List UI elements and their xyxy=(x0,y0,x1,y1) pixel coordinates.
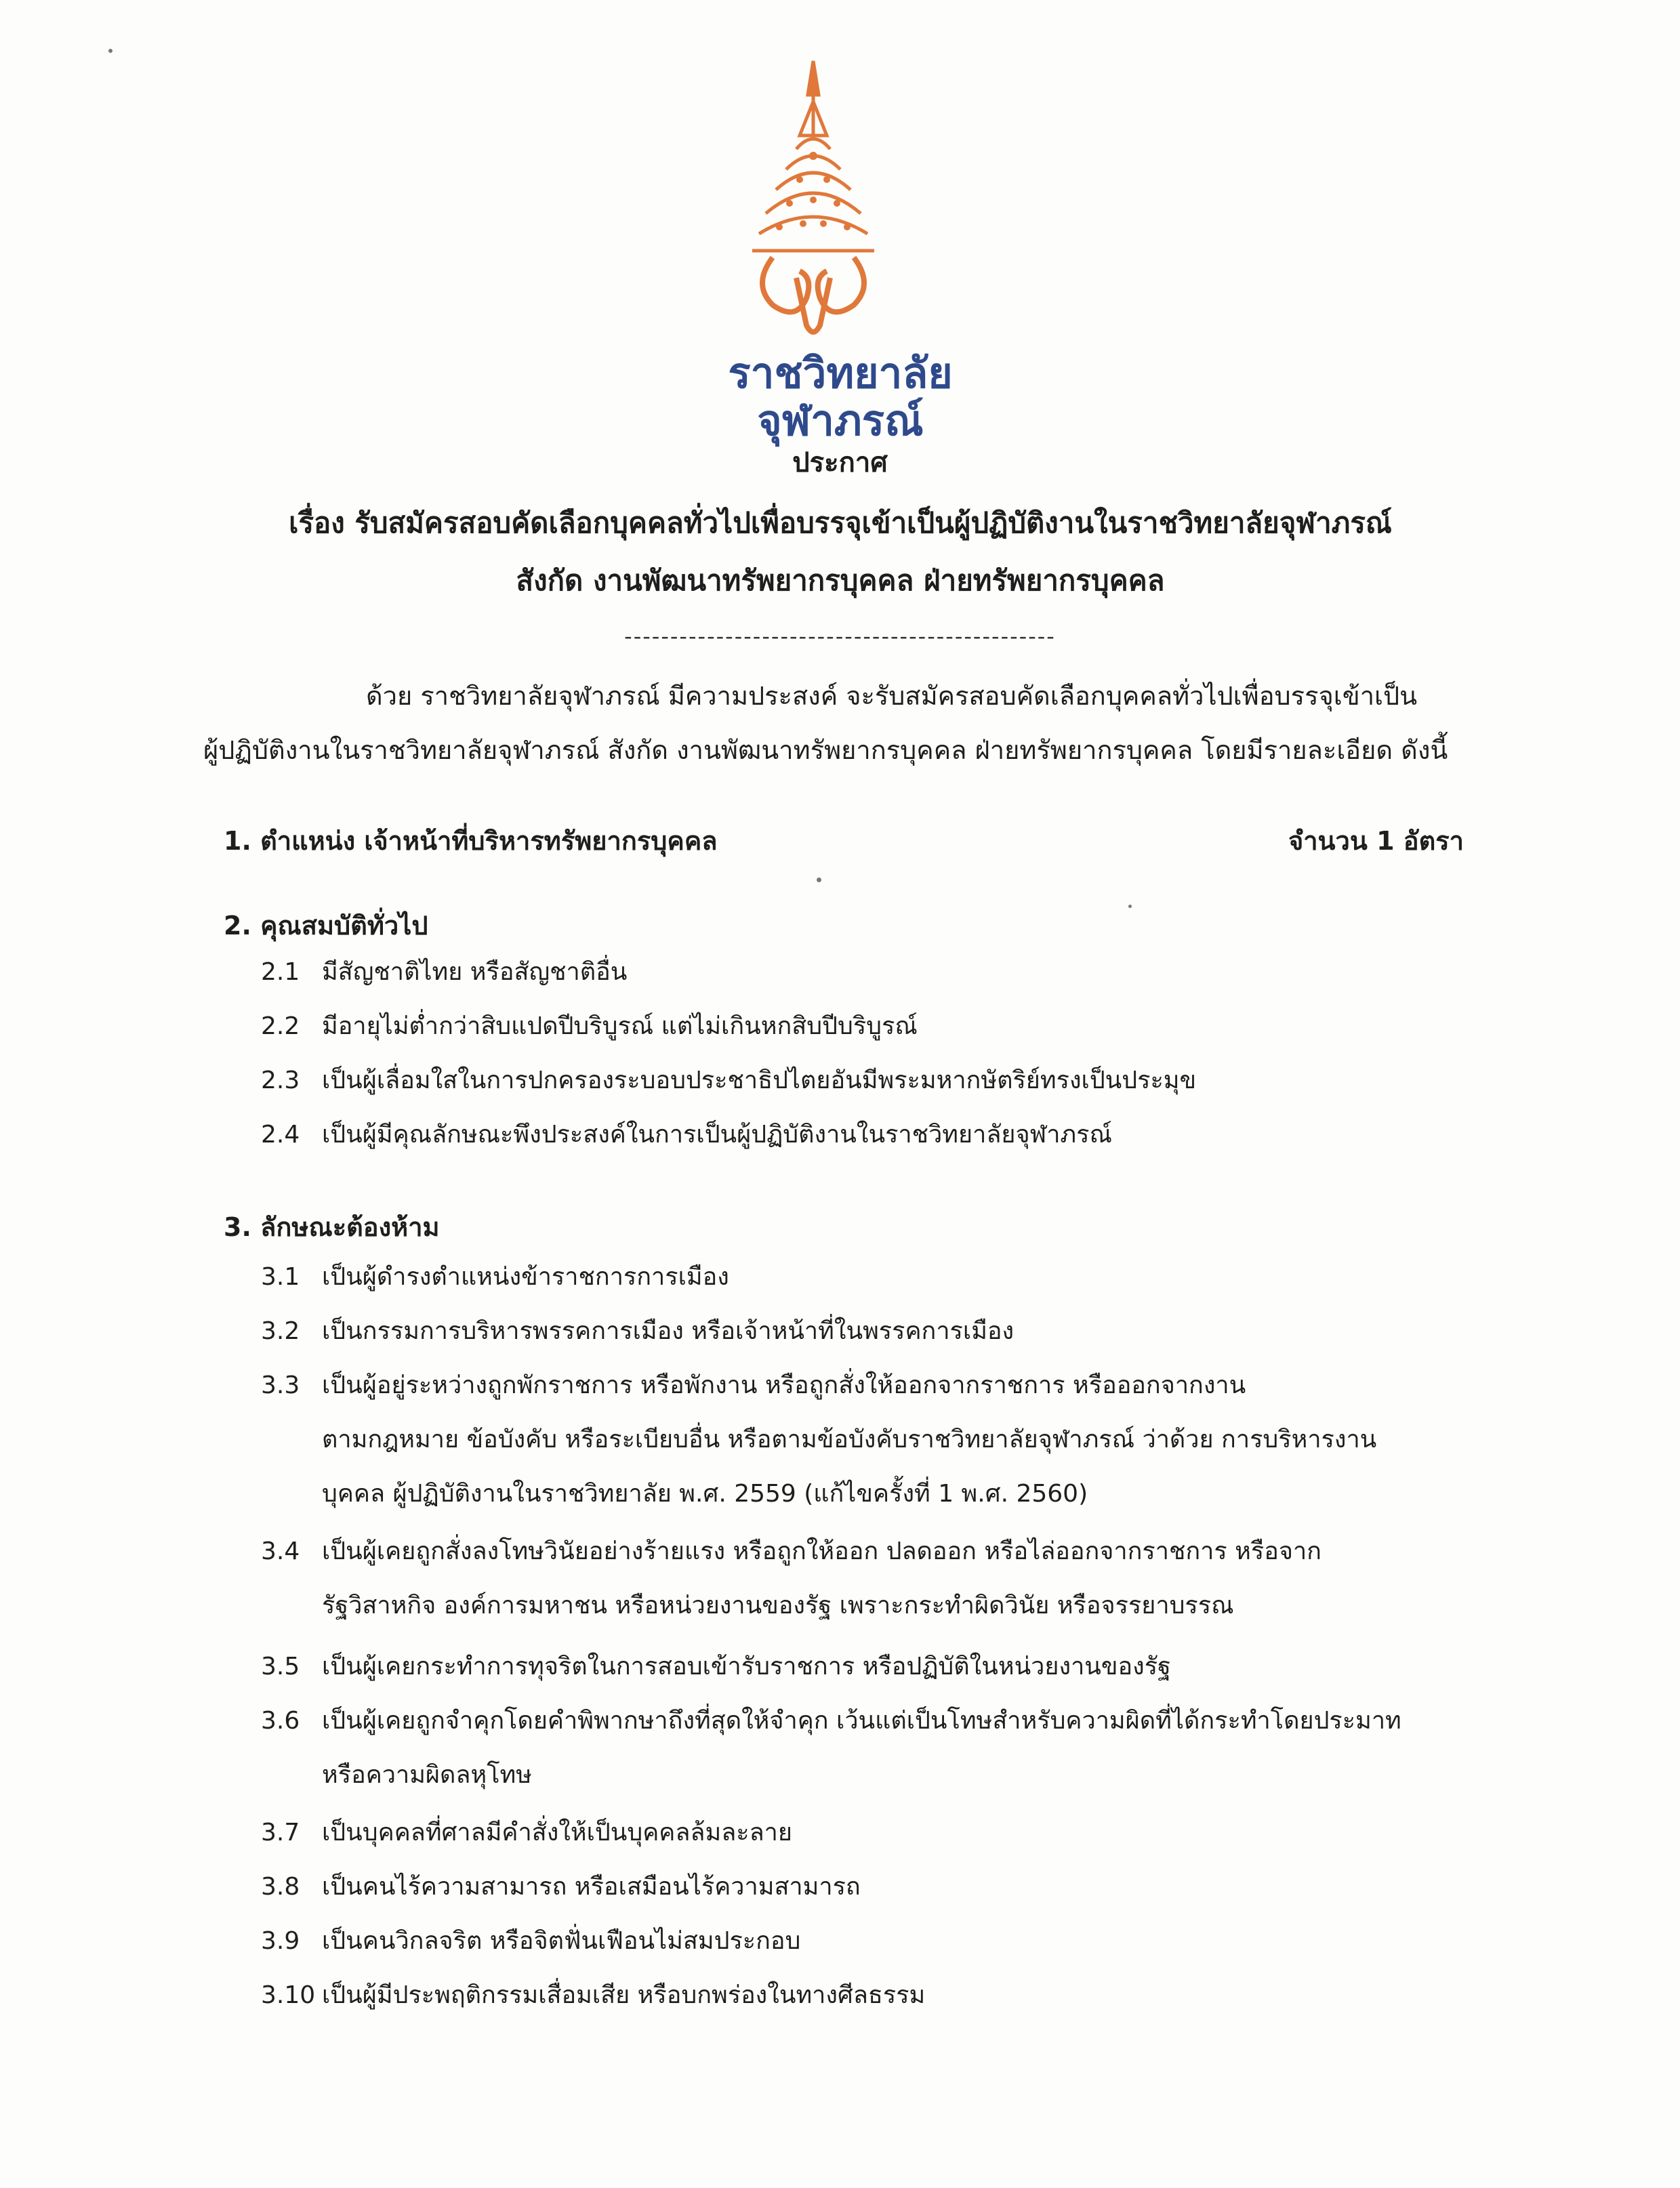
item-text: เป็นผู้เคยถูกจำคุกโดยคำพิพากษาถึงที่สุดให้จำคุก เว้นแต่เป็นโทษสำหรับความผิดที่ได้กระทำโดยประมาท xyxy=(322,1707,1401,1735)
section3-title: 3. ลักษณะต้องห้าม xyxy=(224,1212,440,1242)
item-continuation: ตามกฎหมาย ข้อบังคับ หรือระเบียบอื่น หรือตามข้อบังคับราชวิทยาลัยจุฬาภรณ์ ว่าด้วย การบริหารงาน xyxy=(322,1426,1377,1453)
item-number: 3.2 xyxy=(261,1317,300,1345)
item-text: เป็นผู้เลื่อมใสในการปกครองระบอบประชาธิปไตยอันมีพระมหากษัตริย์ทรงเป็นประมุข xyxy=(322,1067,1197,1094)
logo-title-line1: ราชวิทยาลัย xyxy=(728,348,953,398)
item-number: 3.8 xyxy=(261,1873,300,1901)
divider: ----------------------------------------------- xyxy=(624,623,1056,649)
item-text: เป็นผู้เคยกระทำการทุจริตในการสอบเข้ารับราชการ หรือปฏิบัติในหน่วยงานของรัฐ xyxy=(322,1653,1171,1680)
intro-line1: ด้วย ราชวิทยาลัยจุฬาภรณ์ มีความประสงค์ จะรับสมัครสอบคัดเลือกบุคคลทั่วไปเพื่อบรรจุเข้าเป็น xyxy=(366,681,1418,711)
item-text: มีอายุไม่ต่ำกว่าสิบแปดปีบริบูรณ์ แต่ไม่เกินหกสิบปีบริบูรณ์ xyxy=(322,1012,918,1040)
item-number: 2.1 xyxy=(261,958,300,986)
scan-speck xyxy=(1128,905,1132,908)
item-number: 3.6 xyxy=(261,1707,300,1735)
item-text: เป็นกรรมการบริหารพรรคการเมือง หรือเจ้าหน้าที่ในพรรคการเมือง xyxy=(322,1317,1015,1345)
subject-line2: สังกัด งานพัฒนาทรัพยากรบุคคล ฝ่ายทรัพยากรบุคคล xyxy=(516,564,1165,597)
item-number: 3.4 xyxy=(261,1537,300,1565)
item-number: 3.10 xyxy=(261,1981,316,2009)
subject-line1: เรื่อง รับสมัครสอบคัดเลือกบุคคลทั่วไปเพื่อบรรจุเข้าเป็นผู้ปฏิบัติงานในราชวิทยาลัยจุฬาภรณ์ xyxy=(289,506,1392,539)
item-text: เป็นผู้ดำรงตำแหน่งข้าราชการการเมือง xyxy=(322,1263,729,1291)
item-text: เป็นผู้มีคุณลักษณะพึงประสงค์ในการเป็นผู้ปฏิบัติงานในราชวิทยาลัยจุฬาภรณ์ xyxy=(322,1121,1112,1149)
intro-line2: ผู้ปฏิบัติงานในราชวิทยาลัยจุฬาภรณ์ สังกัด งานพัฒนาทรัพยากรบุคคล ฝ่ายทรัพยากรบุคคล โดยมีรายละเอียด ดังนี้ xyxy=(203,735,1448,765)
section1-title: 1. ตำแหน่ง เจ้าหน้าที่บริหารทรัพยากรบุคคล xyxy=(224,826,718,856)
item-number: 3.5 xyxy=(261,1653,300,1680)
item-text: เป็นคนไร้ความสามารถ หรือเสมือนไร้ความสามารถ xyxy=(322,1873,861,1901)
item-number: 2.3 xyxy=(261,1067,300,1094)
item-text: เป็นผู้มีประพฤติกรรมเสื่อมเสีย หรือบกพร่องในทางศีลธรรม xyxy=(322,1981,926,2009)
item-number: 2.4 xyxy=(261,1121,300,1149)
college-emblem-icon xyxy=(732,54,895,346)
item-text: เป็นผู้เคยถูกสั่งลงโทษวินัยอย่างร้ายแรง หรือถูกให้ออก ปลดออก หรือไล่ออกจากราชการ หรือจาก xyxy=(322,1537,1322,1565)
item-number: 2.2 xyxy=(261,1012,300,1040)
item-text: เป็นผู้อยู่ระหว่างถูกพักราชการ หรือพักงาน หรือถูกสั่งให้ออกจากราชการ หรือออกจากงาน xyxy=(322,1371,1246,1399)
section2-title: 2. คุณสมบัติทั่วไป xyxy=(224,911,428,941)
item-text: เป็นคนวิกลจริต หรือจิตฟั่นเฟือนไม่สมประกอบ xyxy=(322,1927,801,1955)
item-text: มีสัญชาติไทย หรือสัญชาติอื่น xyxy=(322,958,628,986)
item-text: เป็นบุคคลที่ศาลมีคำสั่งให้เป็นบุคคลล้มละลาย xyxy=(322,1819,792,1846)
item-number: 3.7 xyxy=(261,1819,300,1846)
section1-count: จำนวน 1 อัตรา xyxy=(1288,826,1464,856)
item-continuation: หรือความผิดลหุโทษ xyxy=(322,1761,532,1789)
item-number: 3.9 xyxy=(261,1927,300,1955)
announcement-heading: ประกาศ xyxy=(792,447,888,478)
item-continuation: รัฐวิสาหกิจ องค์การมหาชน หรือหน่วยงานของรัฐ เพราะกระทำผิดวินัย หรือจรรยาบรรณ xyxy=(322,1592,1234,1619)
item-continuation: บุคคล ผู้ปฏิบัติงานในราชวิทยาลัย พ.ศ. 2559 (แก้ไขครั้งที่ 1 พ.ศ. 2560) xyxy=(322,1480,1088,1508)
scan-speck xyxy=(108,49,112,53)
logo-title-line2: จุฬาภรณ์ xyxy=(757,396,924,445)
item-number: 3.3 xyxy=(261,1371,300,1399)
scan-speck xyxy=(817,878,821,882)
item-number: 3.1 xyxy=(261,1263,300,1291)
